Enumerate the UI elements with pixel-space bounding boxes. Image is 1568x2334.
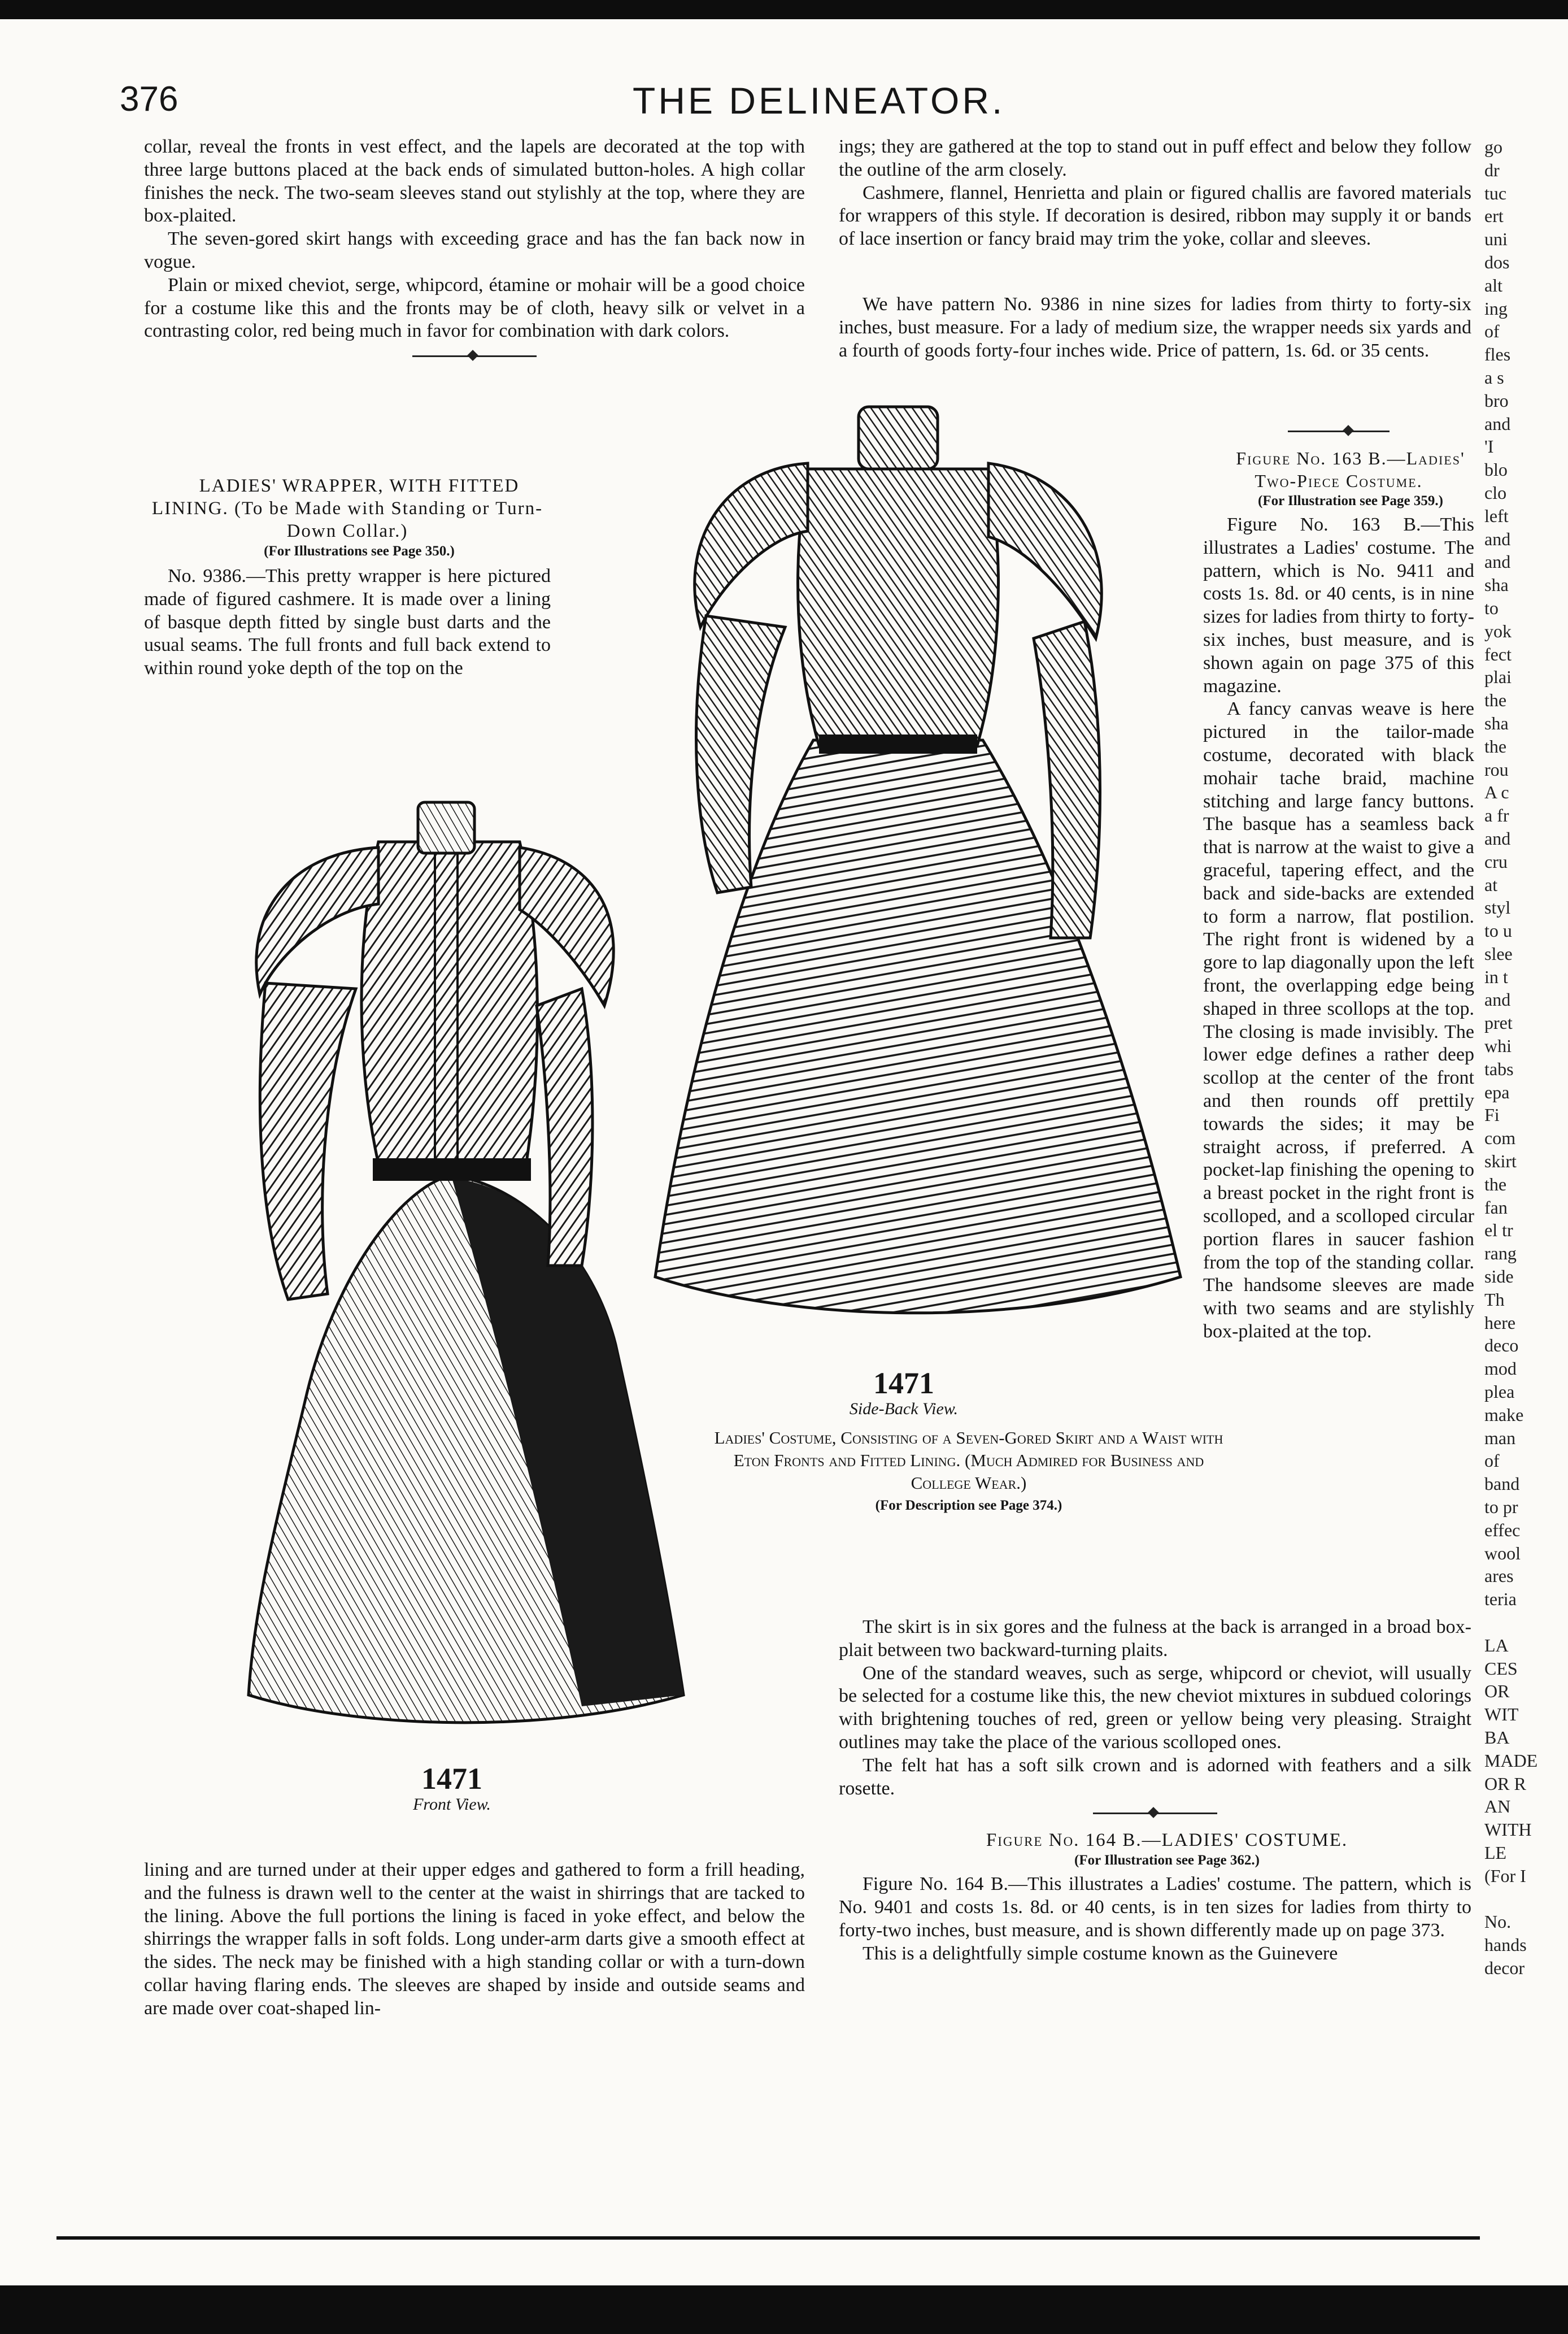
paragraph: One of the standard weaves, such as serge, whipcord or cheviot, will usually be selected for a costume like this, the new cheviot mixtures in subdued colorings with brightening touches of red, green or yellow being very pleasing. Straight outlines may take the place of the various scolloped ones. [839,1662,1471,1753]
margin-fragment: AN [1484,1796,1511,1817]
margin-fragment: deco [1484,1335,1519,1356]
paragraph: collar, reveal the fronts in vest effect, and the lapels are decorated at the top with three large buttons placed at the back ends of simulated button-holes. A high collar finishes the neck. The two-seam sleeves stand out stylishly at the top, where they are box-plaited. [144,136,805,227]
figure-caption: Ladies' Costume, Consisting of a Seven-Gored Skirt and a Waist with Eton Fronts and Fitted Lining. (Much Admired for Business and College Wear.) [714,1428,1223,1493]
margin-fragment: pret [1484,1012,1513,1033]
margin-fragment: blo [1484,459,1508,480]
article-heading: Figure No. 164 B.—LADIES' COSTUME. [986,1830,1348,1851]
footer-rule [56,2236,1480,2240]
margin-fragment: in t [1484,966,1508,987]
margin-fragment: to pr [1484,1497,1518,1518]
bottom-scan-band [0,2285,1568,2334]
margin-fragment: slee [1484,943,1513,964]
margin-fragment: and [1484,528,1511,549]
paragraph: lining and are turned under at their upper edges and gathered to form a frill heading, and the fulness is drawn well to the center at the waist in shirrings that are tacked to the lining. Above the full portions the lining is faced in yoke effect, and below the shirrings the wrapper falls in soft folds. Long under-arm darts give a smooth effect at the sides. The neck may be finished with a high standing collar or with a turn-down collar having flaring ends. The sleeves are shaped by inside and outside seams and are made over coat-shaped lin- [144,1859,805,2019]
margin-fragment: rang [1484,1243,1517,1264]
running-title: THE DELINEATOR. [633,80,1005,121]
description-note: (For Description see Page 374.) [875,1498,1062,1513]
margin-fragment: el tr [1484,1220,1513,1241]
margin-fragment: cru [1484,851,1508,872]
paragraph: This is a delightfully simple costume known as the Guinevere [863,1942,1338,1964]
wrapper-article [144,475,551,680]
figure-163-article [1203,418,1474,1344]
margin-fragment: left [1484,505,1509,526]
margin-fragment: No. [1484,1911,1512,1932]
margin-fragment: tabs [1484,1058,1514,1079]
margin-fragment: make [1484,1404,1524,1425]
margin-fragment: yok [1484,620,1512,641]
right-column-top [839,136,1471,251]
margin-fragment: WITH [1484,1819,1532,1840]
margin-fragment: alt [1484,275,1502,295]
margin-fragment: man [1484,1427,1516,1448]
margin-fragment: and [1484,551,1511,572]
margin-fragment: dr [1484,159,1500,180]
margin-fragment: com [1484,1128,1516,1149]
paragraph: ings; they are gathered at the top to stand out in puff effect and below they follow the outline of the arm closely. [839,136,1471,180]
figure-number: 1471 [873,1366,934,1400]
margin-fragment: whi [1484,1036,1512,1057]
margin-fragment: mod [1484,1358,1517,1379]
margin-fragment: (For I [1484,1865,1526,1886]
margin-fragment: ing [1484,298,1508,319]
margin-fragment: effec [1484,1519,1521,1540]
paragraph: A fancy canvas weave is here pictured in the tailor-made costume, decorated with black mohair tache braid, machine stitching and large fancy buttons. The basque has a seamless back that is narrow at the waist to give a graceful, tapering effect, and the back and side-backs are extended to form a narrow, flat postilion. The right front is widened by a gore to lap diagonally upon the left front, the overlapping edge being shaped in three scollops at the top. The closing is made invisibly. The lower edge defines a rather deep scollop at the center of the front and then rounds off prettily towards the sides; it may be straight across, if preferred. A pocket-lap finishing the opening to a breast pocket in the right front is scolloped, and a scolloped circular portion flares in saucer fashion from the top of the standing collar. The handsome sleeves are made with two seams and are stylishly box-plaited at the top. [1203,698,1474,1342]
margin-fragment: band [1484,1474,1520,1494]
margin-fragment: hands [1484,1935,1527,1955]
paragraph: Figure No. 164 B.—This illustrates a Ladies' costume. The pattern, which is No. 9401 and costs 1s. 8d. or 40 cents, is in ten sizes for ladies from thirty to forty-two inches, bust measure, and is shown differently made up on page 373. [839,1874,1471,1941]
margin-fragment: of [1484,1450,1500,1471]
margin-fragment: bro [1484,390,1509,411]
paragraph: Cashmere, flannel, Henrietta and plain or figured challis are favored materials for wrappers of this style. If decoration is desired, ribbon may supply it or bands of lace insertion or fancy braid may trim the yoke, collar and sleeves. [839,182,1471,250]
margin-fragment: sha [1484,712,1509,733]
margin-fragment: the [1484,736,1507,757]
margin-fragment: LA [1484,1635,1509,1655]
margin-fragment: here [1484,1312,1516,1333]
left-column-top [144,136,805,372]
margin-fragment: at [1484,874,1498,895]
margin-fragment: and [1484,828,1511,849]
front-figure-caption [339,1763,565,1815]
margin-fragment: uni [1484,229,1508,250]
margin-fragment: the [1484,690,1507,711]
wrapper-article-continued [144,1859,805,2020]
adjacent-page-margin [1484,136,1547,1980]
paragraph: We have pattern No. 9386 in nine sizes for ladies from thirty to forty-six inches, bust measure. For a lady of medium size, the wrapper needs six yards and a fourth of goods forty-four inches wide. Price of pattern, 1s. 6d. or 35 cents. [839,294,1471,361]
figure-view: Side-Back View. [849,1399,959,1418]
margin-fragment: WIT [1484,1704,1519,1725]
figure-number: 1471 [421,1762,482,1796]
right-column-top-continued [839,293,1471,362]
margin-fragment: OR [1484,1681,1510,1702]
paragraph: The skirt is in six gores and the fulness at the back is arranged in a broad box-plait between two backward-turning plaits. [839,1616,1471,1661]
back-figure-caption [709,1427,1229,1515]
paragraph: The felt hat has a soft silk crown and is adorned with feathers and a silk rosette. [839,1754,1471,1799]
article-heading: LADIES' WRAPPER, WITH FITTED LINING. (To be Made with Standing or Turn-Down Collar.) [151,476,543,541]
page-number: 376 [120,80,178,119]
section-ornament [412,355,537,357]
margin-fragment: dos [1484,251,1510,272]
margin-fragment: ares [1484,1566,1514,1587]
margin-fragment: a fr [1484,805,1509,826]
margin-fragment [1484,1611,1547,1634]
margin-fragment: the [1484,1173,1507,1194]
margin-fragment: tuc [1484,182,1507,203]
margin-fragment: OR R [1484,1773,1526,1794]
figure-163-continued [839,1616,1471,1966]
article-heading: Figure No. 163 B.—Ladies' Two-Piece Costume. [1236,448,1465,491]
margin-fragment: styl [1484,897,1511,918]
margin-fragment: a s [1484,367,1504,388]
margin-fragment: fan [1484,1197,1508,1218]
margin-fragment: of [1484,321,1500,342]
illustration-note: (For Illustration see Page 359.) [1258,493,1443,508]
margin-fragment: fles [1484,344,1511,365]
margin-fragment: plai [1484,667,1512,688]
margin-fragment: Th [1484,1289,1505,1310]
margin-fragment: epa [1484,1081,1510,1102]
margin-fragment: clo [1484,482,1507,503]
margin-fragment: 'I [1484,436,1494,457]
margin-fragment: ert [1484,206,1504,227]
margin-fragment: plea [1484,1381,1515,1402]
top-scan-band [0,0,1568,19]
paragraph: Plain or mixed cheviot, serge, whipcord, étamine or mohair will be a good choice for a costume like this and the fronts may be of cloth, heavy silk or velvet in a contrasting color, red being much in favor for combination with dark colors. [144,274,805,342]
section-ornament [1093,1813,1217,1814]
margin-fragment: teria [1484,1589,1517,1610]
margin-fragment: fect [1484,644,1512,664]
margin-fragment: LE [1484,1842,1507,1863]
back-figure-number-block [791,1367,1017,1419]
margin-fragment: Fi [1484,1105,1500,1125]
margin-fragment: BA [1484,1727,1510,1748]
paragraph: The seven-gored skirt hangs with exceeding grace and has the fan back now in vogue. [144,228,805,272]
margin-fragment: rou [1484,759,1509,780]
section-ornament [1288,431,1390,432]
margin-fragment: to [1484,597,1499,618]
margin-fragment: and [1484,989,1511,1010]
margin-fragment: to u [1484,920,1512,941]
paragraph: Figure No. 163 B.—This illustrates a Ladies' costume. The pattern, which is No. 9411 and costs 1s. 8d. or 40 cents, is in nine sizes for ladies from thirty to forty-six inches, bust measure, and is shown again on page 375 of this magazine. [1203,514,1474,697]
margin-fragment: and [1484,413,1511,434]
margin-fragment: side [1484,1266,1514,1287]
margin-fragment: decor [1484,1957,1525,1978]
margin-fragment: A c [1484,782,1509,803]
figure-view: Front View. [413,1795,491,1814]
margin-fragment [1484,1888,1547,1911]
illustration-note: (For Illustrations see Page 350.) [264,544,455,559]
side-back-view-illustration [621,395,1186,1367]
margin-fragment: wool [1484,1542,1521,1563]
margin-fragment: skirt [1484,1151,1517,1172]
margin-fragment: sha [1484,575,1509,596]
margin-fragment: MADE [1484,1750,1538,1771]
paragraph: No. 9386.—This pretty wrapper is here pictured made of figured cashmere. It is made over a lining of basque depth fitted by single bust darts and the usual seams. The full fronts and full back extend to within round yoke depth of the top on the [144,566,551,679]
margin-fragment: go [1484,137,1502,157]
illustration-note: (For Illustration see Page 362.) [1074,1853,1260,1868]
margin-fragment: CES [1484,1658,1518,1679]
